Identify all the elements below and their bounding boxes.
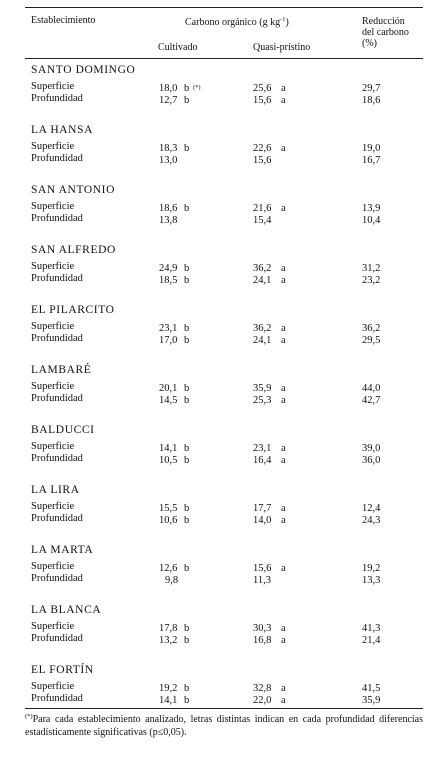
quasi-value: 15,6 [253,95,272,106]
reduccion-value: 41,3 [362,623,381,634]
depth-label: Superficie [31,441,75,452]
reduccion-value: 36,0 [362,455,381,466]
quasi-letter: a [281,83,286,94]
quasi-value: 24,1 [253,335,272,346]
cultivado-letter: b [184,455,190,466]
quasi-letter: a [281,275,286,286]
col-header-carbono: Carbono orgánico (g $kg^{-1}$) [185,16,289,28]
cultivado-letter: b [184,275,190,286]
cultivado-value: 13,8 [159,215,178,226]
quasi-letter: a [281,383,286,394]
cultivado-letter: b [184,683,190,694]
depth-label: Superficie [31,501,75,512]
cultivado-letter: b [184,695,190,706]
depth-label: Superficie [31,261,75,272]
cultivado-letter: b [184,323,190,334]
quasi-value: 15,6 [253,155,272,166]
footnote-mark: (*) [193,84,201,91]
quasi-value: 17,7 [253,503,272,514]
cultivado-value: 18,0 [159,83,178,94]
depth-label: Superficie [31,141,75,152]
cultivado-letter: b [184,383,190,394]
site-name: SAN ALFREDO [31,244,116,256]
cultivado-letter: b [184,143,190,154]
quasi-value: 22,0 [253,695,272,706]
quasi-value: 16,8 [253,635,272,646]
reduccion-value: 39,0 [362,443,381,454]
depth-label: Profundidad [31,513,83,524]
bottom-rule [25,708,423,709]
depth-label: Superficie [31,561,75,572]
cultivado-value: 10,5 [159,455,178,466]
cultivado-value: 18,3 [159,143,178,154]
reduccion-value: 12,4 [362,503,381,514]
quasi-letter: a [281,635,286,646]
cultivado-value: 15,5 [159,503,178,514]
depth-label: Profundidad [31,333,83,344]
quasi-letter: a [281,623,286,634]
reduccion-value: 42,7 [362,395,381,406]
quasi-value: 23,1 [253,443,272,454]
cultivado-value: 9,8 [165,575,179,586]
footnote: (*)Para cada establecimiento analizado, letras distintas indican en cada profundidad diferencias estadísticamente significativas (p≤0,05). [25,713,423,738]
quasi-value: 36,2 [253,263,272,274]
quasi-letter: a [281,335,286,346]
cultivado-value: 13,2 [159,635,178,646]
quasi-letter: a [281,143,286,154]
depth-label: Profundidad [31,453,83,464]
cultivado-letter: b [184,623,190,634]
quasi-letter: a [281,683,286,694]
cultivado-letter: b [184,263,190,274]
quasi-value: 25,6 [253,83,272,94]
cultivado-value: 24,9 [159,263,178,274]
reduccion-value: 21,4 [362,635,381,646]
site-name: EL FORTÍN [31,664,94,676]
col-header-quasi: Quasi-prístino [253,42,311,53]
quasi-value: 15,6 [253,563,272,574]
site-name: LA HANSA [31,124,93,136]
depth-label: Superficie [31,321,75,332]
quasi-value: 11,3 [253,575,271,586]
quasi-letter: a [281,443,286,454]
quasi-value: 30,3 [253,623,272,634]
depth-label: Superficie [31,201,75,212]
site-name: EL PILARCITO [31,304,115,316]
quasi-letter: a [281,323,286,334]
quasi-value: 35,9 [253,383,272,394]
cultivado-value: 14,1 [159,443,178,454]
depth-label: Profundidad [31,213,83,224]
cultivado-value: 12,6 [159,563,178,574]
depth-label: Profundidad [31,633,83,644]
depth-label: Profundidad [31,573,83,584]
depth-label: Superficie [31,381,75,392]
quasi-value: 16,4 [253,455,272,466]
reduccion-value: 35,9 [362,695,381,706]
depth-label: Superficie [31,621,75,632]
depth-label: Superficie [31,681,75,692]
col-header-cultivado: Cultivado [158,42,198,53]
cultivado-value: 23,1 [159,323,178,334]
quasi-value: 22,6 [253,143,272,154]
site-name: LA MARTA [31,544,94,556]
cultivado-letter: b [184,503,190,514]
site-name: LA LIRA [31,484,80,496]
reduccion-value: 24,3 [362,515,381,526]
cultivado-value: 17,0 [159,335,178,346]
reduccion-value: 44,0 [362,383,381,394]
quasi-letter: a [281,695,286,706]
reduccion-value: 41,5 [362,683,381,694]
reduccion-value: 13,9 [362,203,381,214]
cultivado-letter: b [184,95,190,106]
quasi-letter: a [281,563,286,574]
reduccion-value: 29,7 [362,83,381,94]
quasi-letter: a [281,503,286,514]
quasi-value: 21,6 [253,203,272,214]
reduccion-value: 13,3 [362,575,381,586]
site-name: SAN ANTONIO [31,184,116,196]
cultivado-letter: b [184,203,190,214]
reduccion-value: 19,0 [362,143,381,154]
cultivado-letter: b [184,443,190,454]
cultivado-value: 13,0 [159,155,178,166]
quasi-value: 24,1 [253,275,272,286]
quasi-value: 32,8 [253,683,272,694]
header-rule [25,58,423,59]
reduccion-value: 10,4 [362,215,381,226]
reduccion-value: 29,5 [362,335,381,346]
cultivado-letter: b [184,515,190,526]
col-header-reduccion: Reducción del carbono (%) [362,16,409,49]
quasi-value: 14,0 [253,515,272,526]
depth-label: Profundidad [31,393,83,404]
cultivado-value: 17,8 [159,623,178,634]
quasi-letter: a [281,515,286,526]
cultivado-letter: b [184,83,190,94]
cultivado-value: 18,5 [159,275,178,286]
depth-label: Profundidad [31,93,83,104]
depth-label: Superficie [31,81,75,92]
depth-label: Profundidad [31,273,83,284]
depth-label: Profundidad [31,153,83,164]
quasi-value: 36,2 [253,323,272,334]
cultivado-letter: b [184,395,190,406]
site-name: LA BLANCA [31,604,102,616]
depth-label: Profundidad [31,693,83,704]
cultivado-value: 10,6 [159,515,178,526]
reduccion-value: 31,2 [362,263,381,274]
quasi-letter: a [281,395,286,406]
cultivado-value: 18,6 [159,203,178,214]
quasi-letter: a [281,455,286,466]
cultivado-letter: b [184,335,190,346]
quasi-value: 25,3 [253,395,272,406]
reduccion-value: 18,6 [362,95,381,106]
reduccion-value: 16,7 [362,155,381,166]
quasi-letter: a [281,203,286,214]
top-rule [25,7,423,8]
site-name: LAMBARÉ [31,364,92,376]
quasi-letter: a [281,263,286,274]
col-header-establecimiento: Establecimiento [31,15,96,26]
reduccion-value: 36,2 [362,323,381,334]
quasi-value: 15,4 [253,215,272,226]
site-name: SANTO DOMINGO [31,64,136,76]
cultivado-value: 14,5 [159,395,178,406]
quasi-letter: a [281,95,286,106]
site-name: BALDUCCI [31,424,95,436]
reduccion-value: 23,2 [362,275,381,286]
cultivado-value: 14,1 [159,695,178,706]
cultivado-letter: b [184,635,190,646]
cultivado-value: 19,2 [159,683,178,694]
cultivado-value: 12,7 [159,95,178,106]
cultivado-letter: b [184,563,190,574]
reduccion-value: 19,2 [362,563,381,574]
cultivado-value: 20,1 [159,383,178,394]
